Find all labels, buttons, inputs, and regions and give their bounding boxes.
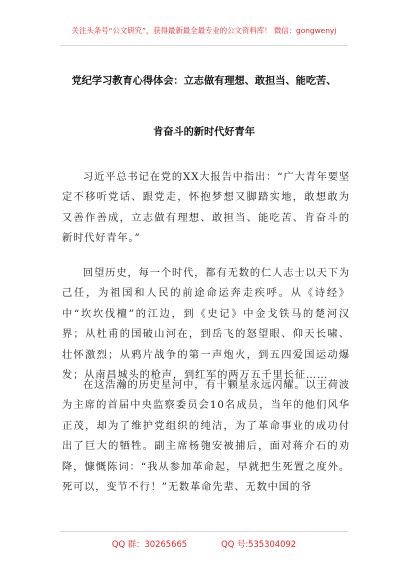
body-paragraph-3: 在这浩瀚的历史星河中，有十颗星永远闪耀。以王荷波为主席的首届中央监察委员会10名成员，当年的他们风华正茂，却为了维护党组织的纯洁，为了革命事业的成功付出了巨大的牺牲。副主席杨匏安被捕后，面对蒋介石的劝降，慷慨陈词：“我从参加革命起，早就把生死置之度外。死可以，变节不行！”无数革命先辈、无数中国的爷 [62,380,350,494]
document-title-line-2: 肯奋斗的新时代好青年 [153,127,255,138]
body-paragraph-2: 回望历史，每一个时代，都有无数的仁人志士以天下为己任，为祖国和人民的前途命运奔走疾呼。从《诗经》中“坎坎伐檀”的江边，到《史记》中金戈铁马的楚河汉界；从杜甫的国破山河在，到岳飞的怒望眼、仰天长啸、壮怀激烈；从鸦片战争的第一声炮火，到五四爱国运动爆发；从南昌城头的枪声，到红军的两万五千里长征…… [62,268,350,382]
header-divider [60,45,348,46]
footer-qq-number: QQ 号:535304092 [221,539,297,549]
body-paragraph-1: 习近平总书记在党的XX大报告中指出：“广大青年要坚定不移听党话、跟党走，怀抱梦想又脚踏实地，敢想敢为又善作善成，立志做有理想、敢担当、能吃苦、肯奋斗的新时代好青年。” [62,172,350,245]
footer-divider [60,531,348,532]
footer-qq-group: QQ 群：30265665 [111,539,188,549]
footer-contact [0,538,408,550]
document-title-line-1: 党纪学习教育心得体会：立志做有理想、敢担当、能吃苦、 [71,76,337,87]
header-banner: 关注头条号“公文研究”，获得最新最全最专业的公文资料库！ 微信：gongwenyj [71,26,337,35]
